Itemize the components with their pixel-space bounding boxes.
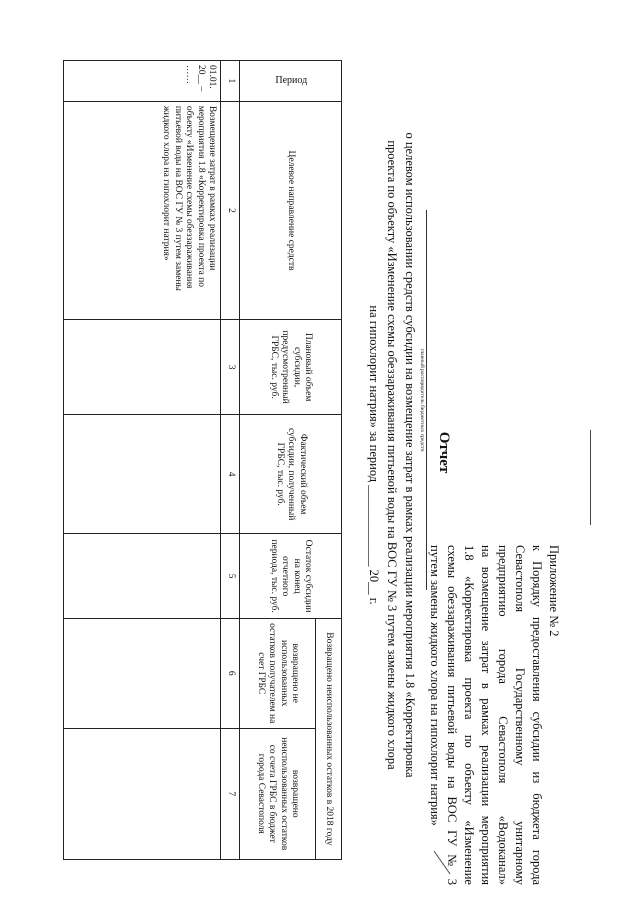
header-period: Период: [240, 61, 342, 102]
cell-actual: [64, 415, 221, 534]
appendix-line: предприятию города Севастополя «Водоканал»: [496, 545, 510, 885]
appendix-line: к Порядку предоставления субсидии из бюджета города: [530, 545, 544, 885]
appendix-line: 1.8 «Корректировка проекта по объекту «Изменение: [462, 545, 476, 885]
header-returned-recipient: возвращено не использованных остатков получателем на счет ГРБС: [240, 618, 316, 728]
cell-returned-recipient: [64, 618, 221, 728]
header-planned: Плановый объем субсидии, предусмотренный ГРБС, тыс. руб.: [240, 320, 342, 415]
appendix-line: на возмещение затрат в рамках реализации мероприятия: [479, 545, 493, 885]
cell-period: 01.01. 20__ – ……: [64, 61, 221, 102]
description-line: проекта по объекту «Изменение схемы обеззараживания питьевой воды на ВОС ГУ № 3 путем замены жидкого хлора: [385, 140, 399, 770]
header-returned-budget: возвращено неиспользованных остатков со счета ГРБС в бюджет города Севастополя: [240, 728, 316, 859]
column-number-row: [221, 61, 240, 860]
signature-line: [426, 210, 427, 590]
column-number: 3: [221, 320, 240, 415]
report-title: Отчет: [436, 431, 452, 474]
cell-returned-budget: [64, 728, 221, 859]
cell-purpose: Возмещение затрат в рамках реализации мероприятия 1.8 «Корректировка проекта по объекту «Изменение схемы обеззараживания питьевой воды на ВОС ГУ № 3 путем замены жидкого хлора на гипохлорит натрия»: [64, 101, 221, 319]
header-actual: Фактический объем субсидии, полученный ГРБС, тыс. руб.: [240, 415, 342, 534]
signature-caption: главный распорядитель бюджетных средств: [419, 348, 425, 452]
column-number: 2: [221, 101, 240, 319]
appendix-line: Севастополя Государственному унитарному: [513, 545, 527, 885]
report-table: [64, 60, 343, 860]
header-purpose: Целевое направление средств: [240, 101, 342, 319]
header-returned-group: Возвращено неиспользованных остатков в 2018 году: [315, 618, 341, 859]
description-line: на гипохлорит натрия» за период _____________ 20__ г.: [367, 305, 381, 605]
report-description: [365, 55, 419, 855]
description-line: о целевом использовании средств субсидии на возмещение затрат в рамках реализации мероприятия 1.8 «Корректировка: [403, 132, 417, 778]
appendix-line: Приложение № 2: [547, 545, 561, 637]
column-number: 7: [221, 728, 240, 859]
table-header-row: [315, 61, 341, 860]
cell-balance: [64, 534, 221, 619]
appendix-line: схемы обеззараживания питьевой воды на ВОС ГУ № 3: [445, 545, 459, 885]
column-number: 6: [221, 618, 240, 728]
table-row: [64, 61, 221, 860]
margin-rule: [590, 430, 591, 525]
header-balance: Остаток субсидии на конец отчетного периода, тыс. руб.: [240, 534, 342, 619]
column-number: 1: [221, 61, 240, 102]
column-number: 5: [221, 534, 240, 619]
cell-planned: [64, 320, 221, 415]
column-number: 4: [221, 415, 240, 534]
appendix-line: путем замены жидкого хлора на гипохлорит натрия»: [428, 545, 442, 826]
